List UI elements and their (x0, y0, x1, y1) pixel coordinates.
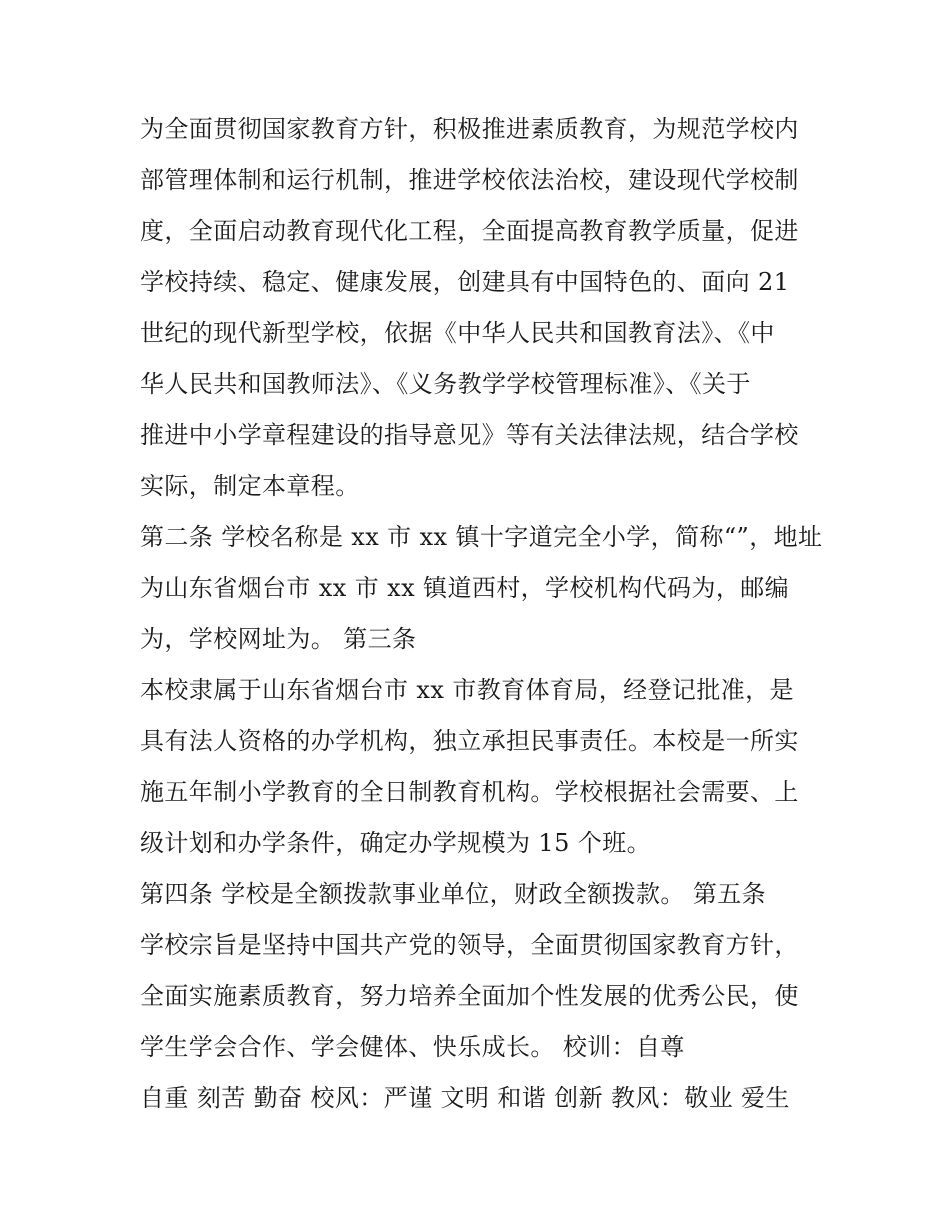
text-line: 为全面贯彻国家教育方针，积极推进素质教育，为规范学校内 (140, 115, 799, 143)
text-line: 为山东省烟台市 xx 市 xx 镇道西村，学校机构代码为，邮编 (140, 574, 790, 602)
text-line: 第四条 学校是全额拨款事业单位，财政全额拨款。 第五条 (140, 880, 767, 908)
text-line: 具有法人资格的办学机构，独立承担民事责任。本校是一所实 (140, 727, 799, 755)
text-line: 实际，制定本章程。 (140, 472, 360, 500)
text-line: 为，学校网址为。 第三条 (140, 625, 417, 653)
text-line: 学校持续、稳定、健康发展，创建具有中国特色的、面向 21 (140, 268, 790, 296)
text-line: 施五年制小学教育的全日制教育机构。学校根据社会需要、上 (140, 778, 799, 806)
text-line: 学生学会合作、学会健体、快乐成长。 校训：自尊 (140, 1033, 685, 1061)
text-line: 部管理体制和运行机制，推进学校依法治校，建设现代学校制 (140, 166, 799, 194)
text-line: 世纪的现代新型学校，依据《中华人民共和国教育法》、《中 (140, 319, 775, 347)
text-line: 推进中小学章程建设的指导意见》等有关法律法规，结合学校 (140, 421, 799, 449)
text-line: 级计划和办学条件，确定办学规模为 15 个班。 (140, 829, 651, 857)
text-line: 华人民共和国教师法》、《义务教学学校管理标准》、《关于 (140, 370, 751, 398)
text-line: 本校隶属于山东省烟台市 xx 市教育体育局，经登记批准，是 (140, 676, 794, 704)
text-line: 学校宗旨是坚持中国共产党的领导，全面贯彻国家教育方针， (140, 931, 799, 959)
text-line: 自重 刻苦 勤奋 校风：严谨 文明 和谐 创新 教风：敬业 爱生 (140, 1084, 790, 1112)
document-body (140, 104, 823, 1124)
text-line: 全面实施素质教育，努力培养全面加个性发展的优秀公民，使 (140, 982, 799, 1010)
text-line: 度，全面启动教育现代化工程，全面提高教育教学质量，促进 (140, 217, 799, 245)
text-line: 第二条 学校名称是 xx 市 xx 镇十字道完全小学，简称“”，地址 (140, 523, 823, 551)
